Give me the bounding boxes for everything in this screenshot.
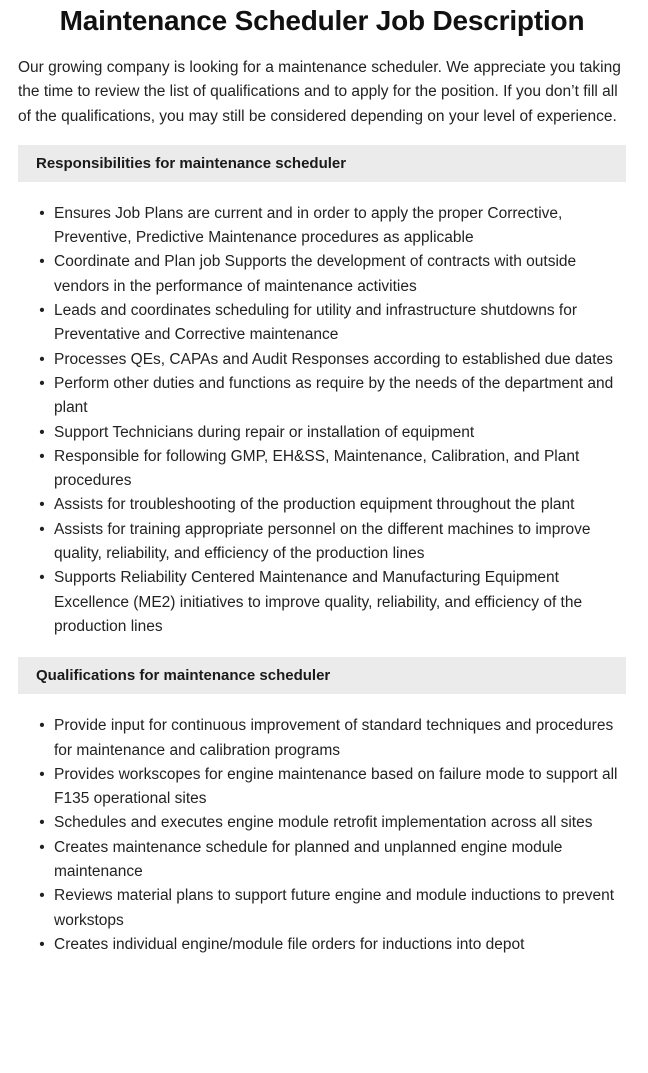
bullet-icon: • <box>39 350 45 368</box>
responsibility-item: • Assists for training appropriate personnel on the different machines to improve quality, reliability, and efficiency of the production lines <box>18 518 626 567</box>
qualification-item: • Creates individual engine/module file orders for inductions into depot <box>18 933 626 957</box>
bullet-icon: • <box>39 204 45 222</box>
page-title: Maintenance Scheduler Job Description <box>59 5 585 36</box>
bullet-icon: • <box>39 717 45 735</box>
responsibility-item: • Leads and coordinates scheduling for utility and infrastructure shutdowns for Preventative and Corrective maintenance <box>18 299 626 348</box>
bullet-icon: • <box>39 423 45 441</box>
qualification-item: • Creates maintenance schedule for planned and unplanned engine module maintenance <box>18 836 626 885</box>
qualification-item: • Schedules and executes engine module retrofit implementation across all sites <box>18 811 626 835</box>
qualification-item: • Provides workscopes for engine maintenance based on failure mode to support all F135 operational sites <box>18 763 626 812</box>
qualifications-heading: Qualifications for maintenance scheduler <box>18 657 626 694</box>
responsibility-item: • Assists for troubleshooting of the production equipment throughout the plant <box>18 493 626 517</box>
bullet-icon: • <box>39 569 45 587</box>
bullet-icon: • <box>39 887 45 905</box>
responsibilities-list <box>18 202 626 639</box>
responsibility-item: • Ensures Job Plans are current and in order to apply the proper Corrective, Preventive, Predictive Maintenance procedures as applicable <box>18 202 626 251</box>
qualifications-list <box>18 714 626 957</box>
responsibility-item: • Support Technicians during repair or installation of equipment <box>18 421 626 445</box>
qualification-item: • Provide input for continuous improvement of standard techniques and procedures for maintenance and calibration programs <box>18 714 626 763</box>
bullet-icon: • <box>39 374 45 392</box>
qualification-item: • Reviews material plans to support future engine and module inductions to prevent workstops <box>18 884 626 933</box>
bullet-icon: • <box>39 814 45 832</box>
intro-paragraph: Our growing company is looking for a maintenance scheduler. We appreciate you taking the time to review the list of qualifications and to apply for the position. If you don’t fill all of the qualifications, you may still be considered depending on your level of experience. <box>18 59 621 125</box>
bullet-icon: • <box>39 838 45 856</box>
bullet-icon: • <box>39 447 45 465</box>
bullet-icon: • <box>39 935 45 953</box>
responsibility-item: • Coordinate and Plan job Supports the development of contracts with outside vendors in the performance of maintenance activities <box>18 250 626 299</box>
bullet-icon: • <box>39 253 45 271</box>
responsibility-item: • Supports Reliability Centered Maintenance and Manufacturing Equipment Excellence (ME2) initiatives to improve quality, reliability, and efficiency of the production lines <box>18 566 626 639</box>
bullet-icon: • <box>39 520 45 538</box>
bullet-icon: • <box>39 496 45 514</box>
bullet-icon: • <box>39 302 45 320</box>
bullet-icon: • <box>39 765 45 783</box>
responsibility-item: • Processes QEs, CAPAs and Audit Responses according to established due dates <box>18 348 626 372</box>
responsibilities-heading: Responsibilities for maintenance scheduler <box>18 145 626 182</box>
responsibility-item: • Perform other duties and functions as require by the needs of the department and plant <box>18 372 626 421</box>
responsibility-item: • Responsible for following GMP, EH&SS, Maintenance, Calibration, and Plant procedures <box>18 445 626 494</box>
